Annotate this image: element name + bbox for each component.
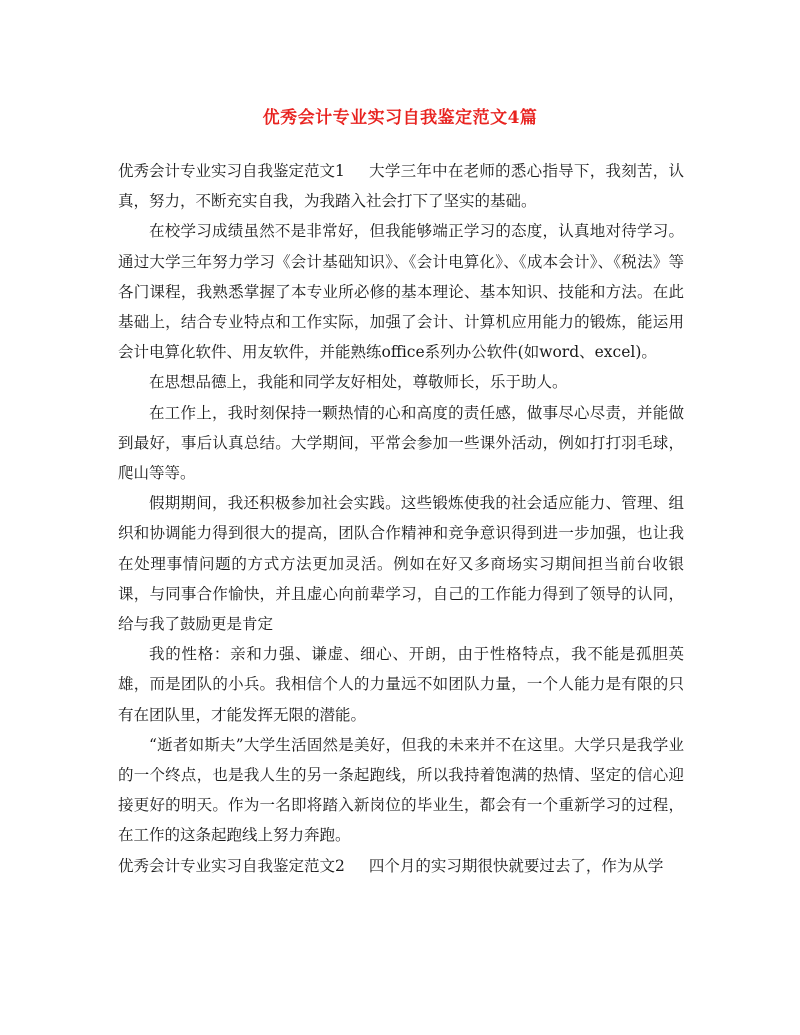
paragraph-future: “逝者如斯夫”大学生活固然是美好，但我的未来并不在这里。大学只是我学业的一个终点，也是我人生的另一条起跑线，所以我持着饱满的热情、坚定的信心迎接更好的明天。作为一名即将踏入新岗位的毕业生，都会有一个重新学习的过程，在工作的这条起跑线上努力奔跑。 — [118, 735, 684, 845]
document-title: 优秀会计专业实习自我鉴定范文4篇 — [262, 108, 538, 128]
section-2-heading: 优秀会计专业实习自我鉴定范文2 — [118, 856, 345, 875]
section-1-lead: 大学三年中在老师的悉心指导下，我刻苦，认真，努力，不断充实自我，为我踏入社会打下了坚实的基础。 — [118, 162, 684, 211]
paragraph-character: 在思想品德上，我能和同学友好相处，尊敬师长，乐于助人。 — [149, 373, 568, 392]
paragraph-personality: 我的性格：亲和力强、谦虚、细心、开朗，由于性格特点，我不能是孤胆英雄，而是团队的小兵。我相信个人的力量远不如团队力量，一个人能力是有限的只有在团队里，才能发挥无限的潜能。 — [118, 645, 684, 724]
paragraph-study: 在校学习成绩虽然不是非常好，但我能够端正学习的态度，认真地对待学习。通过大学三年努力学习《会计基础知识》、《会计电算化》、《成本会计》、《税法》等各门课程，我熟悉掌握了本专业所必修的基本理论、基本知识、技能和方法。在此基础上，结合专业特点和工作实际，加强了会计、计算机应用能力的锻炼，能运用会计电算化软件、用友软件，并能熟练office系列办公软件(如word、excel)。 — [118, 222, 684, 362]
section-2-lead: 四个月的实习期很快就要过去了，作为从学 — [368, 856, 664, 875]
paragraph-practice: 假期期间，我还积极参加社会实践。这些锻炼使我的社会适应能力、管理、组织和协调能力得到很大的提高，团队合作精神和竞争意识得到进一步加强，也让我在处理事情问题的方式方法更加灵活。例如在好又多商场实习期间担当前台收银课，与同事合作愉快，并且虚心向前辈学习，自己的工作能力得到了领导的认同，给与我了鼓励更是肯定 — [118, 494, 684, 634]
document-body — [118, 156, 684, 881]
section-1-heading: 优秀会计专业实习自我鉴定范文1 — [118, 162, 345, 180]
paragraph-work: 在工作上，我时刻保持一颗热情的心和高度的责任感，做事尽心尽责，并能做到最好，事后认真总结。大学期间，平常会参加一些课外活动，例如打打羽毛球，爬山等等。 — [118, 403, 684, 483]
section-2-intro — [118, 851, 684, 881]
section-1-intro — [118, 156, 684, 216]
